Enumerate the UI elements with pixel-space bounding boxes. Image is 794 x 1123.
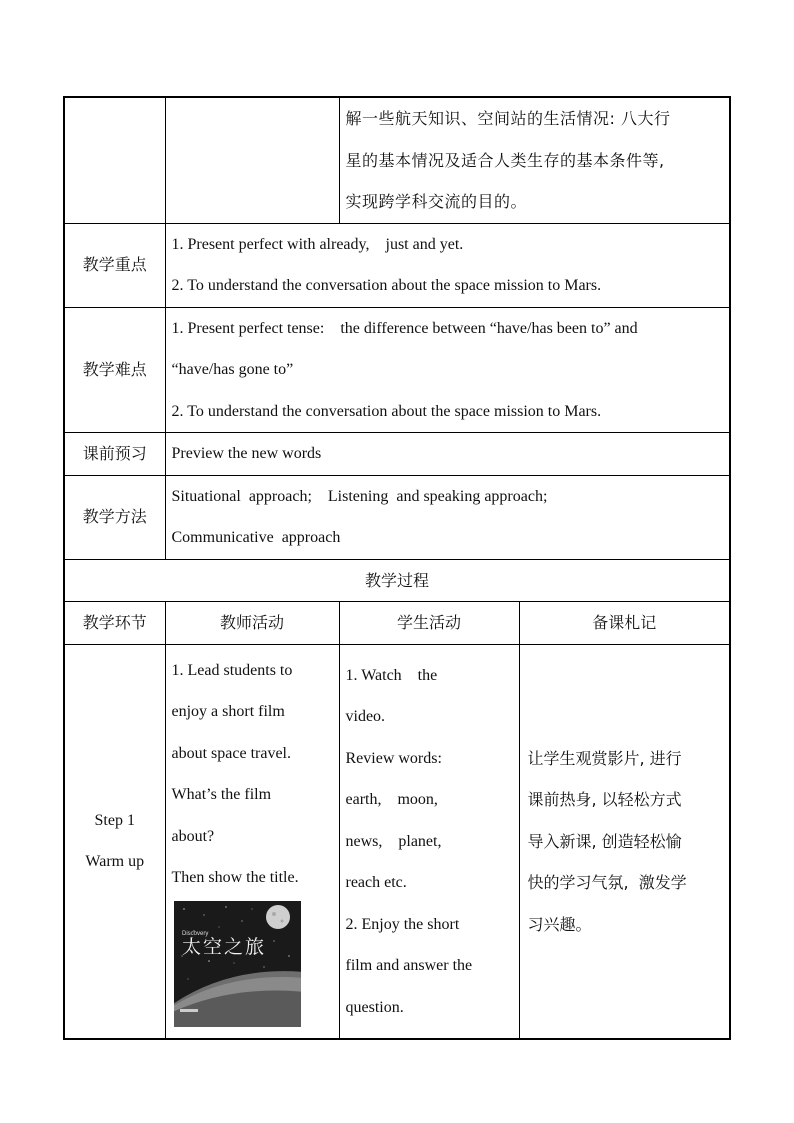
notes-line: 快的学习气氛, 激发学 (527, 873, 687, 892)
process-title-row (64, 559, 730, 602)
intro-row (64, 97, 730, 223)
preview-row (64, 433, 730, 476)
notes-line: 导入新课, 创造轻松愉 (527, 831, 682, 851)
film-title-text: 太空之旅 (181, 935, 266, 958)
header-notes: 备课札记 (519, 602, 730, 645)
student-activity-line: earth, moon, (345, 791, 438, 808)
step1-notes-cell (519, 644, 730, 1039)
intro-text-cell (339, 97, 730, 223)
process-title: 教学过程 (64, 559, 730, 602)
notes-line: 习兴趣。 (527, 914, 592, 934)
student-activity-line: Review words: (345, 749, 442, 767)
methods-row (64, 475, 730, 559)
intro-line: 星的基本情况及适合人类生存的基本条件等, (345, 150, 665, 170)
difficult-point-line: 1. Present perfect tense: the difference between “have/has been to” and (171, 319, 638, 337)
lesson-plan-table (63, 96, 731, 1040)
key-points-row (64, 223, 730, 307)
teacher-activity-line: about? (171, 827, 215, 845)
intro-label-cell (64, 97, 165, 223)
preview-content: Preview the new words (165, 433, 730, 476)
step1-teacher-cell (165, 644, 339, 1039)
step1-name-cell (64, 644, 165, 1039)
method-line: Situational approach; Listening and speaking approach; (171, 487, 548, 505)
key-point-line: 1. Present perfect with already, just and yet. (171, 235, 464, 253)
key-points-content (165, 223, 730, 307)
student-activity-line: video. (345, 708, 386, 725)
teacher-activity-line: 1. Lead students to (171, 661, 293, 679)
film-brand-text: Discovery (181, 930, 208, 937)
teacher-activity-line: about space travel. (171, 744, 291, 762)
step1-row (64, 644, 730, 1039)
header-teacher-activity: 教师活动 (165, 602, 339, 645)
teacher-activity-line: enjoy a short film (171, 703, 285, 721)
teacher-activity-line: Then show the title. (171, 869, 299, 887)
difficult-point-line: 2. To understand the conversation about the space mission to Mars. (171, 402, 602, 420)
key-points-label: 教学重点 (64, 223, 165, 307)
step-name: Warm up (85, 853, 145, 871)
student-activity-line: 1. Watch the (345, 666, 438, 684)
step1-student-cell (339, 644, 519, 1039)
film-poster-image (174, 901, 301, 1027)
methods-content (165, 475, 730, 559)
student-activity-line: reach etc. (345, 874, 407, 891)
process-header-row (64, 602, 730, 645)
key-point-line: 2. To understand the conversation about the space mission to Mars. (171, 277, 602, 294)
header-stage: 教学环节 (64, 602, 165, 645)
difficult-points-content (165, 307, 730, 433)
student-activity-line: news, planet, (345, 832, 442, 850)
student-activity-line: 2. Enjoy the short (345, 915, 460, 933)
notes-line: 让学生观赏影片, 进行 (527, 748, 682, 768)
preview-label: 课前预习 (64, 433, 165, 476)
header-student-activity: 学生活动 (339, 602, 519, 645)
step-number: Step 1 (94, 811, 135, 829)
difficult-points-label: 教学难点 (64, 307, 165, 433)
intro-empty-cell (165, 97, 339, 223)
notes-line: 课前热身, 以轻松方式 (527, 790, 682, 809)
methods-label: 教学方法 (64, 475, 165, 559)
method-line: Communicative approach (171, 529, 341, 546)
difficult-points-row (64, 307, 730, 433)
student-activity-line: question. (345, 998, 404, 1016)
student-activity-line: film and answer the (345, 957, 473, 974)
intro-line: 实现跨学科交流的目的。 (345, 192, 528, 211)
teacher-activity-line: What’s the film (171, 786, 272, 804)
intro-line: 解一些航天知识、空间站的生活情况: 八大行 (345, 109, 671, 128)
difficult-point-line: “have/has gone to” (171, 361, 294, 378)
